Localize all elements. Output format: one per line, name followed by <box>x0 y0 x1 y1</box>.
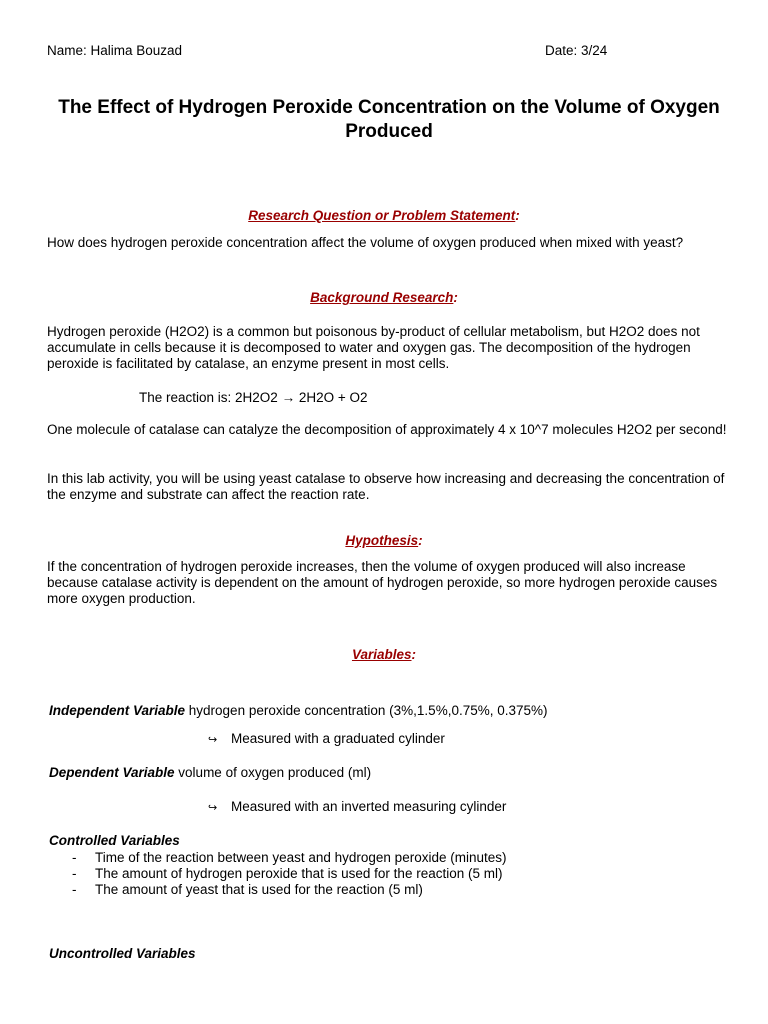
dependent-variable <box>49 765 371 781</box>
dependent-variable-label: Dependent Variable <box>49 765 175 780</box>
background-paragraph-2: One molecule of catalase can catalyze the decomposition of approximately 4 x 10^7 molecules H2O2 per second! <box>47 422 727 437</box>
heading-colon: : <box>418 533 423 548</box>
hypothesis-heading-text: Hypothesis <box>345 533 419 548</box>
variables-heading-text: Variables <box>351 647 412 662</box>
background-paragraph-1: Hydrogen peroxide (H2O2) is a common but poisonous by-product of cellular metabolism, but H2O2 does not accumulate in cells because it is decomposed to water and oxygen gas. The decomposition of the hydrogen peroxide is facilitated by catalase, an enzyme present in most cells. <box>47 324 700 371</box>
independent-bullet <box>208 731 708 748</box>
arrow-bullet-icon: ↪ <box>208 802 218 814</box>
research-question-heading <box>0 208 768 224</box>
variables-heading <box>0 647 768 663</box>
list-item-text: The amount of hydrogen peroxide that is used for the reaction (5 ml) <box>95 866 503 881</box>
dependent-variable-text: volume of oxygen produced (ml) <box>174 765 372 780</box>
independent-bullet-text: Measured with a graduated cylinder <box>231 731 445 746</box>
research-question-heading-text: Research Question or Problem Statement <box>248 208 516 223</box>
dependent-bullet-text: Measured with an inverted measuring cylinder <box>231 799 507 814</box>
hypothesis-heading <box>0 533 768 549</box>
background-paragraph-3: In this lab activity, you will be using yeast catalase to observe how increasing and decreasing the concentration of the enzyme and substrate can affect the reaction rate. <box>47 471 725 502</box>
list-item-text: The amount of yeast that is used for the reaction (5 ml) <box>95 882 423 897</box>
list-item-text: Time of the reaction between yeast and hydrogen peroxide (minutes) <box>95 850 507 865</box>
heading-colon: : <box>453 290 458 305</box>
list-item <box>72 866 722 882</box>
background-heading <box>0 290 768 306</box>
list-item <box>72 882 722 898</box>
page-title: The Effect of Hydrogen Peroxide Concentration on the Volume of Oxygen Produced <box>58 97 720 142</box>
heading-colon: : <box>515 208 520 223</box>
reaction-equation: The reaction is: 2H2O2 → 2H2O + O2 <box>139 390 368 405</box>
date: Date: 3/24 <box>545 43 608 58</box>
dash-bullet: - <box>72 866 77 881</box>
student-name: Name: Halima Bouzad <box>47 43 183 58</box>
research-question-text: How does hydrogen peroxide concentration affect the volume of oxygen produced when mixed with yeast? <box>47 235 684 250</box>
heading-colon: : <box>411 647 417 662</box>
independent-variable-text: hydrogen peroxide concentration (3%,1.5%,0.75%, 0.375%) <box>185 703 548 718</box>
background-heading-text: Background Research <box>310 290 454 305</box>
list-item <box>72 850 722 866</box>
arrow-bullet-icon: ↪ <box>208 734 218 746</box>
dash-bullet: - <box>72 850 77 865</box>
dash-bullet: - <box>72 882 77 897</box>
independent-variable-label: Independent Variable <box>49 703 186 718</box>
hypothesis-text: If the concentration of hydrogen peroxide increases, then the volume of oxygen produced will also increase because catalase activity is dependent on the amount of hydrogen peroxide, so more hydrogen peroxide causes more oxygen production. <box>47 559 718 606</box>
independent-variable <box>49 703 548 719</box>
uncontrolled-variables-label: Uncontrolled Variables <box>49 946 196 961</box>
dependent-bullet <box>208 799 708 816</box>
controlled-variables-label: Controlled Variables <box>49 833 180 848</box>
